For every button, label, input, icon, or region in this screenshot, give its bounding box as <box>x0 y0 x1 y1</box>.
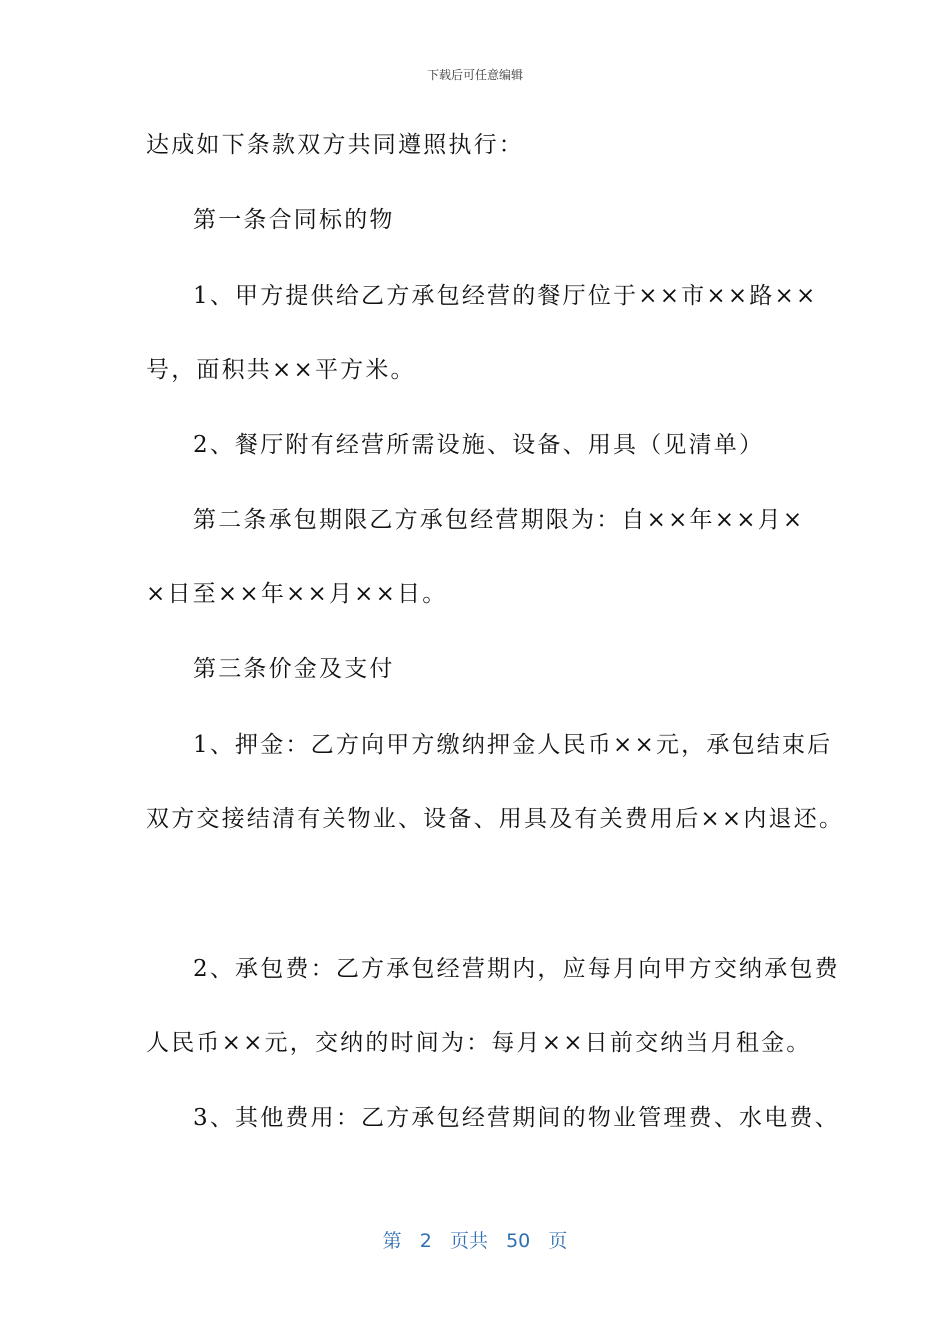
body-line-3: 1、甲方提供给乙方承包经营的餐厅位于××市××路×× <box>193 283 818 309</box>
body-line-8: 第三条价金及支付 <box>193 656 395 682</box>
footer-suffix: 页 <box>548 1230 568 1252</box>
body-line-12: 人民币××元，交纳的时间为：每月××日前交纳当月租金。 <box>146 1030 812 1056</box>
footer-total-pages: 50 <box>506 1230 531 1252</box>
body-line-10: 双方交接结清有关物业、设备、用具及有关费用后××内退还。 <box>146 806 845 832</box>
footer-current-page: 2 <box>419 1230 432 1252</box>
body-line-5: 2、餐厅附有经营所需设施、设备、用具（见清单） <box>193 432 765 458</box>
footer-prefix: 第 <box>382 1230 402 1252</box>
body-line-13: 3、其他费用：乙方承包经营期间的物业管理费、水电费、 <box>193 1105 840 1131</box>
body-line-4: 号，面积共××平方米。 <box>146 357 416 383</box>
body-line-7: ×日至××年××月××日。 <box>146 581 448 607</box>
page-footer <box>0 1226 950 1253</box>
body-line-6: 第二条承包期限乙方承包经营期限为：自××年××月× <box>193 507 805 533</box>
body-line-1: 达成如下条款双方共同遵照执行： <box>146 132 524 158</box>
body-line-9: 1、押金：乙方向甲方缴纳押金人民币××元，承包结束后 <box>193 732 833 758</box>
page-header-note: 下载后可任意编辑 <box>426 68 523 82</box>
body-line-2: 第一条合同标的物 <box>193 207 395 233</box>
footer-middle: 页共 <box>449 1230 488 1252</box>
body-line-11: 2、承包费：乙方承包经营期内，应每月向甲方交纳承包费 <box>193 956 840 982</box>
